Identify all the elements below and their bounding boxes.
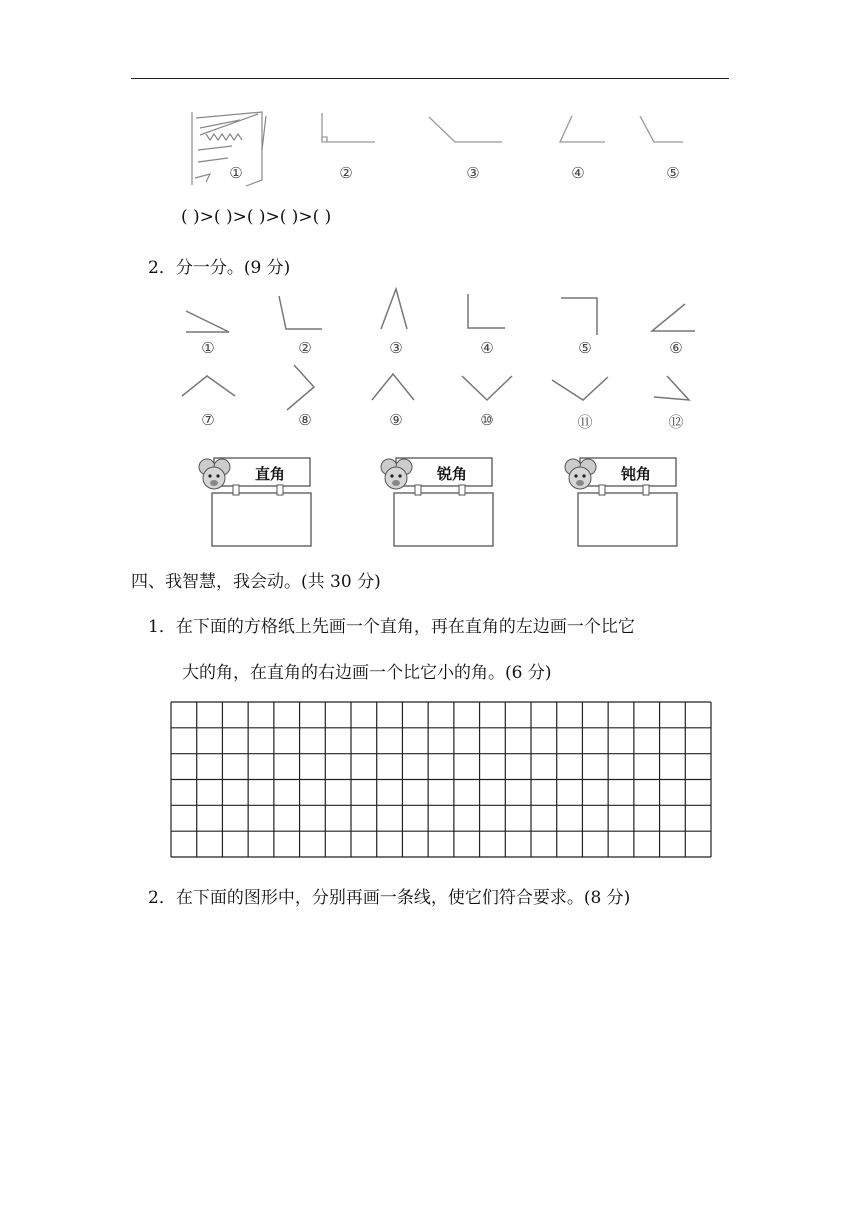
angle-7 [182, 376, 235, 396]
angle-label-3: ③ [389, 339, 403, 357]
angle-figure-5 [640, 116, 683, 142]
angle-figure-2 [322, 113, 375, 142]
angle-label-row0-2: ② [339, 164, 353, 182]
angle-9 [372, 374, 414, 400]
angle-label-11: ⑪ [577, 413, 593, 431]
angle-10 [462, 376, 512, 400]
angle-label-7: ⑦ [201, 411, 215, 429]
angle-12 [654, 376, 689, 400]
angle-5 [561, 298, 597, 335]
box-label-obtuse-angle: 钝角 [620, 465, 651, 483]
angle-4 [468, 294, 505, 328]
question-4-1-line1: 1．在下面的方格纸上先画一个直角，再在直角的左边画一个比它 [148, 617, 635, 637]
angle-6 [652, 304, 695, 331]
angle-label-row0-5: ⑤ [666, 164, 680, 182]
square-grid [171, 702, 711, 857]
angle-label-5: ⑤ [578, 339, 592, 357]
angle-label-8: ⑧ [298, 411, 312, 429]
compare-blanks: ( )>( )>( )>( )>( ) [181, 207, 332, 227]
angle-label-10: ⑩ [480, 411, 494, 429]
angle-label-9: ⑨ [389, 411, 403, 429]
section-4-title: 四、我智慧，我会动。(共 30 分) [131, 572, 381, 592]
question-4-2: 2．在下面的图形中，分别再画一条线，使它们符合要求。(8 分) [148, 888, 631, 908]
angle-label-row0-4: ④ [571, 164, 585, 182]
question-2-title: 2．分一分。(9 分) [148, 258, 291, 278]
angle-label-2: ② [298, 339, 312, 357]
angle-1 [186, 311, 229, 332]
angle-label-row0-1: ① [229, 164, 243, 182]
angle-label-row0-3: ③ [466, 164, 480, 182]
angle-label-6: ⑥ [669, 339, 683, 357]
angle-label-4: ④ [480, 339, 494, 357]
angle-label-1: ① [201, 339, 215, 357]
box-label-right-angle: 直角 [254, 465, 285, 483]
angle-figure-4 [560, 116, 605, 142]
question-4-1-line2: 大的角，在直角的右边画一个比它小的角。(6 分) [182, 663, 552, 683]
angle-3 [381, 289, 407, 329]
box-label-acute-angle: 锐角 [436, 465, 467, 483]
angle-label-12: ⑫ [668, 413, 684, 431]
angle-figure-3 [429, 117, 502, 142]
angle-2 [279, 296, 322, 329]
angle-11 [552, 377, 608, 400]
angle-8 [287, 365, 314, 410]
